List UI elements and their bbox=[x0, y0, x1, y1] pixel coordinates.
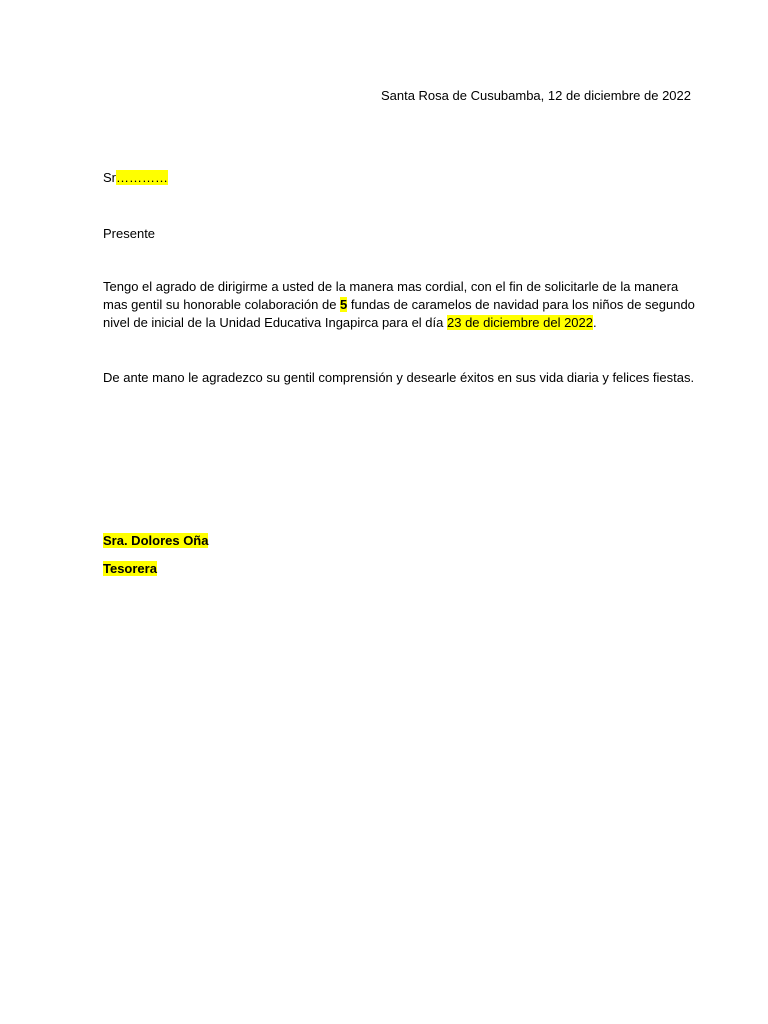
date-line: Santa Rosa de Cusubamba, 12 de diciembre de 2022 bbox=[380, 88, 691, 103]
body-line-3-start: nivel de inicial de la Unidad Educativa Ingapirca para el día bbox=[103, 315, 447, 330]
body-line-2-start: mas gentil su honorable colaboración de bbox=[103, 297, 341, 312]
closing-line: De ante mano le agradezco su gentil comprensión y desearle éxitos en sus vida diaria y felices fiestas. bbox=[103, 370, 695, 385]
presente-line: Presente bbox=[103, 226, 156, 241]
body-line-2-end: fundas de caramelos de navidad para los niños de segundo bbox=[347, 297, 695, 312]
date-highlight: 23 de diciembre del 2022 bbox=[447, 315, 593, 330]
salutation-prefix: Sr bbox=[103, 170, 116, 185]
signature-title bbox=[103, 560, 157, 578]
body-line-1: Tengo el agrado de dirigirme a usted de la manera mas cordial, con el fin de solicitarle de la manera bbox=[103, 279, 679, 294]
quantity-highlight: 5 bbox=[340, 297, 348, 312]
salutation-placeholder: ………… bbox=[116, 170, 168, 185]
body-line-3-end: . bbox=[593, 315, 597, 330]
body-line-3 bbox=[103, 314, 597, 332]
body-line-2 bbox=[103, 296, 695, 314]
signature-name-text: Sra. Dolores Oña bbox=[103, 533, 209, 548]
signature-name bbox=[103, 532, 208, 550]
signature-title-text: Tesorera bbox=[103, 561, 157, 576]
salutation bbox=[103, 169, 168, 187]
